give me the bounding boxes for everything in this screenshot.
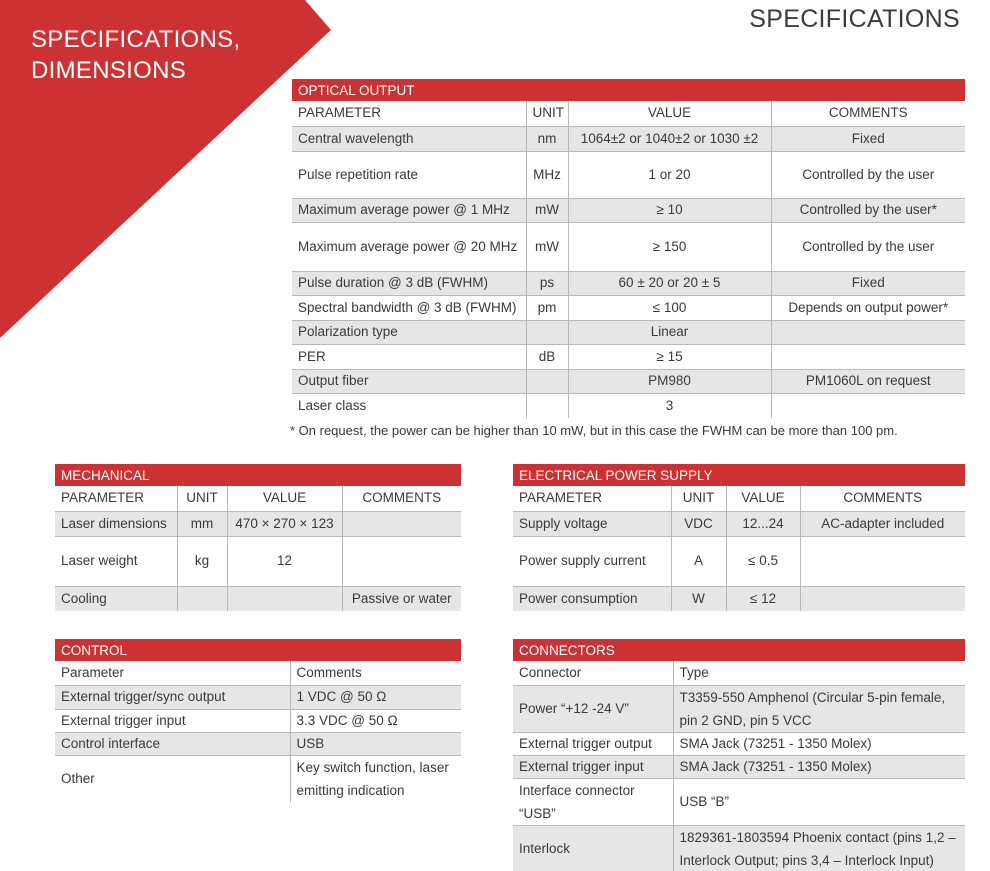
cell: PER bbox=[292, 344, 526, 369]
cell: ps bbox=[526, 271, 568, 295]
cell: Maximum average power @ 20 MHz bbox=[292, 222, 526, 271]
cell: SMA Jack (73251 - 1350 Molex) bbox=[673, 732, 965, 755]
column-header: Connector bbox=[513, 661, 673, 685]
cell: pm bbox=[526, 295, 568, 320]
table-row bbox=[292, 344, 965, 369]
column-header: COMMENTS bbox=[342, 486, 461, 511]
column-header: Type bbox=[673, 661, 965, 685]
cell: nm bbox=[526, 126, 568, 151]
cell: SMA Jack (73251 - 1350 Molex) bbox=[673, 755, 965, 778]
table-header-bar: ELECTRICAL POWER SUPPLY bbox=[513, 464, 965, 486]
table-row bbox=[292, 271, 965, 295]
table-row bbox=[292, 222, 965, 271]
cell: Supply voltage bbox=[513, 511, 671, 536]
table-column-headers bbox=[55, 661, 461, 685]
cell: Output fiber bbox=[292, 369, 526, 393]
cell: USB “B” bbox=[673, 778, 965, 825]
page-title: SPECIFICATIONS bbox=[749, 5, 960, 33]
cell: Laser weight bbox=[55, 536, 177, 586]
cell: 470 × 270 × 123 bbox=[227, 511, 342, 536]
column-header: COMMENTS bbox=[771, 101, 965, 126]
table-row bbox=[513, 685, 965, 732]
cell: Fixed bbox=[771, 271, 965, 295]
column-header: Comments bbox=[290, 661, 461, 685]
table-row bbox=[55, 536, 461, 586]
section-title-line-2: DIMENSIONS bbox=[31, 57, 187, 84]
cell: mW bbox=[526, 198, 568, 222]
cell: 60 ± 20 or 20 ± 5 bbox=[568, 271, 771, 295]
cell bbox=[771, 320, 965, 344]
cell: A bbox=[671, 536, 726, 586]
table-row bbox=[292, 320, 965, 344]
cell: ≥ 10 bbox=[568, 198, 771, 222]
connectors-table bbox=[513, 639, 965, 871]
table-column-headers bbox=[55, 486, 461, 511]
table-header-bar: CONNECTORS bbox=[513, 639, 965, 661]
column-header: PARAMETER bbox=[292, 101, 526, 126]
cell: Control interface bbox=[55, 732, 290, 755]
cell: PM1060L on request bbox=[771, 369, 965, 393]
column-header: UNIT bbox=[671, 486, 726, 511]
cell: Pulse duration @ 3 dB (FWHM) bbox=[292, 271, 526, 295]
cell: mW bbox=[526, 222, 568, 271]
section-title-line-1: SPECIFICATIONS, bbox=[31, 26, 241, 53]
cell: AC-adapter included bbox=[800, 511, 965, 536]
cell: Power “+12 -24 V” bbox=[513, 685, 673, 732]
cell: T3359-550 Amphenol (Circular 5-pin female, pin 2 GND, pin 5 VCC bbox=[673, 685, 965, 732]
table-row bbox=[513, 825, 965, 871]
cell: kg bbox=[177, 536, 227, 586]
cell: External trigger/sync output bbox=[55, 685, 290, 709]
electrical-power-supply-table bbox=[513, 464, 965, 611]
cell: VDC bbox=[671, 511, 726, 536]
cell: ≤ 0.5 bbox=[726, 536, 800, 586]
table-row bbox=[292, 295, 965, 320]
cell: Laser class bbox=[298, 397, 367, 413]
table-row bbox=[55, 732, 461, 755]
cell bbox=[342, 536, 461, 586]
cell bbox=[526, 393, 568, 418]
table-row bbox=[292, 369, 965, 393]
table-column-headers bbox=[513, 661, 965, 685]
cell bbox=[771, 393, 965, 418]
table-header-bar: OPTICAL OUTPUT bbox=[292, 79, 965, 101]
table-row bbox=[513, 511, 965, 536]
table-column-headers bbox=[513, 486, 965, 511]
cell bbox=[177, 586, 227, 611]
table-row bbox=[513, 755, 965, 778]
cell: MHz bbox=[526, 151, 568, 198]
cell bbox=[342, 511, 461, 536]
table-row bbox=[292, 393, 965, 418]
column-header: UNIT bbox=[177, 486, 227, 511]
mechanical-table bbox=[55, 464, 461, 611]
table-row bbox=[513, 732, 965, 755]
table-header-bar: MECHANICAL bbox=[55, 464, 461, 486]
table-header-bar: CONTROL bbox=[55, 639, 461, 661]
cell: W bbox=[671, 586, 726, 611]
table-row bbox=[513, 536, 965, 586]
table-row bbox=[55, 685, 461, 709]
cell: Interlock bbox=[513, 825, 673, 871]
control-table bbox=[55, 639, 461, 802]
cell: 12...24 bbox=[726, 511, 800, 536]
cell bbox=[526, 320, 568, 344]
cell: PM980 bbox=[568, 369, 771, 393]
cell: Passive or water bbox=[342, 586, 461, 611]
table-row bbox=[292, 198, 965, 222]
cell: mm bbox=[177, 511, 227, 536]
cell: ≤ 12 bbox=[726, 586, 800, 611]
column-header: VALUE bbox=[568, 101, 771, 126]
cell: Key switch function, laser emitting indication bbox=[290, 755, 461, 802]
column-header: COMMENTS bbox=[800, 486, 965, 511]
cell: 3 bbox=[568, 393, 771, 418]
cell bbox=[771, 344, 965, 369]
cell: Controlled by the user bbox=[771, 151, 965, 198]
cell: External trigger output bbox=[513, 732, 673, 755]
cell: ≥ 15 bbox=[568, 344, 771, 369]
table-row bbox=[55, 709, 461, 732]
cell: Controlled by the user bbox=[771, 222, 965, 271]
column-header: PARAMETER bbox=[55, 486, 177, 511]
cell: 3.3 VDC @ 50 Ω bbox=[290, 709, 461, 732]
cell: Cooling bbox=[55, 586, 177, 611]
cell: ≤ 100 bbox=[568, 295, 771, 320]
cell: Controlled by the user* bbox=[771, 198, 965, 222]
section-title bbox=[31, 24, 240, 86]
cell: 1829361-1803594 Phoenix contact (pins 1,2 – Interlock Output; pins 3,4 – Interlock Input) bbox=[673, 825, 965, 871]
cell: Spectral bandwidth @ 3 dB (FWHM) bbox=[292, 295, 526, 320]
column-header: VALUE bbox=[726, 486, 800, 511]
cell: 1 or 20 bbox=[568, 151, 771, 198]
cell: Fixed bbox=[771, 126, 965, 151]
cell: Central wavelength bbox=[292, 126, 526, 151]
column-header: UNIT bbox=[526, 101, 568, 126]
cell bbox=[800, 536, 965, 586]
optical-output-table bbox=[292, 79, 965, 418]
table-row bbox=[55, 511, 461, 536]
cell bbox=[526, 369, 568, 393]
cell: dB bbox=[526, 344, 568, 369]
cell: Power supply current bbox=[513, 536, 671, 586]
cell: 1 VDC @ 50 Ω bbox=[290, 685, 461, 709]
cell: Other bbox=[61, 770, 95, 786]
table-row bbox=[292, 126, 965, 151]
table-column-headers bbox=[292, 101, 965, 126]
cell: 12 bbox=[227, 536, 342, 586]
table-row bbox=[513, 586, 965, 611]
cell: ≥ 150 bbox=[568, 222, 771, 271]
cell: Pulse repetition rate bbox=[292, 151, 526, 198]
table-row bbox=[292, 151, 965, 198]
cell bbox=[227, 586, 342, 611]
cell: 1064±2 or 1040±2 or 1030 ±2 bbox=[568, 126, 771, 151]
cell: Polarization type bbox=[292, 320, 526, 344]
cell bbox=[800, 586, 965, 611]
cell: Linear bbox=[568, 320, 771, 344]
column-header: VALUE bbox=[227, 486, 342, 511]
cell: Depends on output power* bbox=[771, 295, 965, 320]
cell: External trigger input bbox=[55, 709, 290, 732]
column-header: PARAMETER bbox=[513, 486, 671, 511]
footnote: * On request, the power can be higher than 10 mW, but in this case the FWHM can be more than 100 pm. bbox=[290, 423, 898, 438]
cell: USB bbox=[290, 732, 461, 755]
cell: Maximum average power @ 1 MHz bbox=[292, 198, 526, 222]
cell: Interface connector “USB” bbox=[513, 778, 673, 825]
column-header: Parameter bbox=[55, 661, 290, 685]
table-row bbox=[55, 586, 461, 611]
cell: Power consumption bbox=[513, 586, 671, 611]
table-row bbox=[55, 755, 461, 802]
cell: External trigger input bbox=[513, 755, 673, 778]
cell: Laser dimensions bbox=[55, 511, 177, 536]
table-row bbox=[513, 778, 965, 825]
